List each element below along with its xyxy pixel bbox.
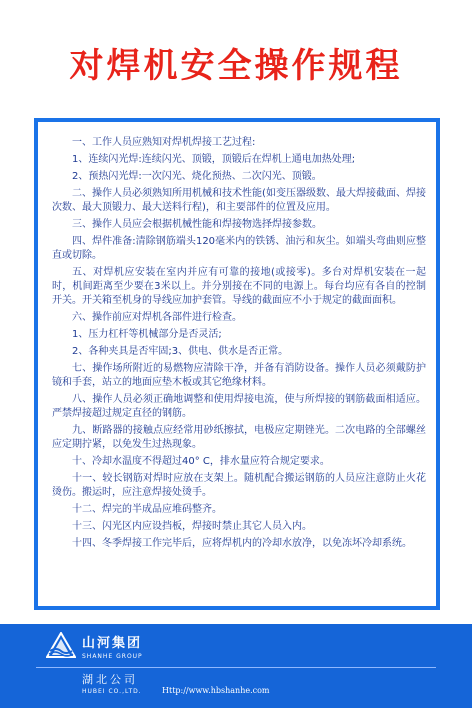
rule-paragraph: 八、操作人员必须正确地调整和使用焊接电流，使与所焊接的钢筋截面相适应。严禁焊接超过规定直径的钢筋。 (52, 394, 426, 419)
brand-name: 山河集团 (82, 636, 143, 651)
shanhe-triangle-logo-icon (46, 632, 76, 658)
rule-paragraph: 1、压力杠杆等机械部分是否灵活; (72, 329, 222, 340)
rule-paragraph: 二、操作人员必须熟知所用机械和技术性能(如变压器级数、最大焊接截面、焊接次数、最大顶锻力、最大送料行程)，和主要部件的位置及应用。 (52, 188, 426, 213)
rule-paragraph: 十二、焊完的半成品应堆码整齐。 (72, 504, 222, 515)
company-name-english: HUBEI CO.,LTD. (82, 688, 142, 695)
page-title: 对焊机安全操作规程 (69, 46, 403, 86)
rule-paragraph: 七、操作场所附近的易燃物应清除干净，并备有消防设备。操作人员必须戴防护镜和手套，站立的地面应垫木板或其它绝缘材料。 (52, 363, 426, 388)
rule-paragraph: 1、连续闪光焊:连续闪光、顶锻，顶锻后在焊机上通电加热处理; (72, 154, 356, 165)
rule-paragraph: 五、对焊机应安装在室内并应有可靠的接地(或接零)。多台对焊机安装在一起时，机间距离至少要在3米以上。并分别接在不同的电源上。每台均应有各自的控制开关。开关箱至机身的导线应加护套管。导线的截面应不小于规定的截面面积。 (52, 267, 426, 306)
company-name: 湖北公司 (82, 673, 138, 686)
rule-paragraph: 十、冷却水温度不得超过40° C，排水量应符合规定要求。 (72, 456, 330, 467)
rule-paragraph: 九、断路器的接触点应经常用砂纸擦拭，电极应定期锉光。二次电路的全部螺丝应定期拧紧，以免发生过热现象。 (52, 425, 426, 450)
rule-paragraph: 2、预热闪光焊:一次闪光、烧化预热、二次闪光、顶锻。 (72, 171, 322, 182)
rule-paragraph: 六、操作前应对焊机各部件进行检查。 (72, 312, 242, 323)
rule-paragraph: 2、各种夹具是否牢固;3、供电、供水是否正常。 (72, 346, 289, 357)
rule-paragraph: 三、操作人员应会根据机械性能和焊接物选择焊接参数。 (72, 219, 322, 230)
website-url[interactable]: Http://www.hbshanhe.com (162, 686, 270, 695)
footer-divider (36, 667, 436, 668)
rules-panel (34, 118, 440, 610)
rule-paragraph: 十一、较长钢筋对焊时应放在支架上。随机配合搬运钢筋的人员应注意防止火花烫伤。搬运时，应注意焊接处烫手。 (52, 473, 426, 498)
rule-paragraph: 一、工作人员应熟知对焊机焊接工艺过程: (72, 137, 256, 148)
brand-name-english: SHANHE GROUP (82, 653, 143, 660)
rule-paragraph: 十三、闪光区内应设挡板，焊接时禁止其它人员入内。 (72, 521, 312, 532)
rule-paragraph: 四、焊件准备:清除钢筋端头120毫米内的铁锈、油污和灰尘。如端头弯曲则应整直或切除。 (52, 236, 426, 261)
rule-paragraph: 十四、冬季焊接工作完毕后，应将焊机内的冷却水放净，以免冻坏冷却系统。 (72, 538, 412, 549)
rules-text (52, 136, 426, 554)
